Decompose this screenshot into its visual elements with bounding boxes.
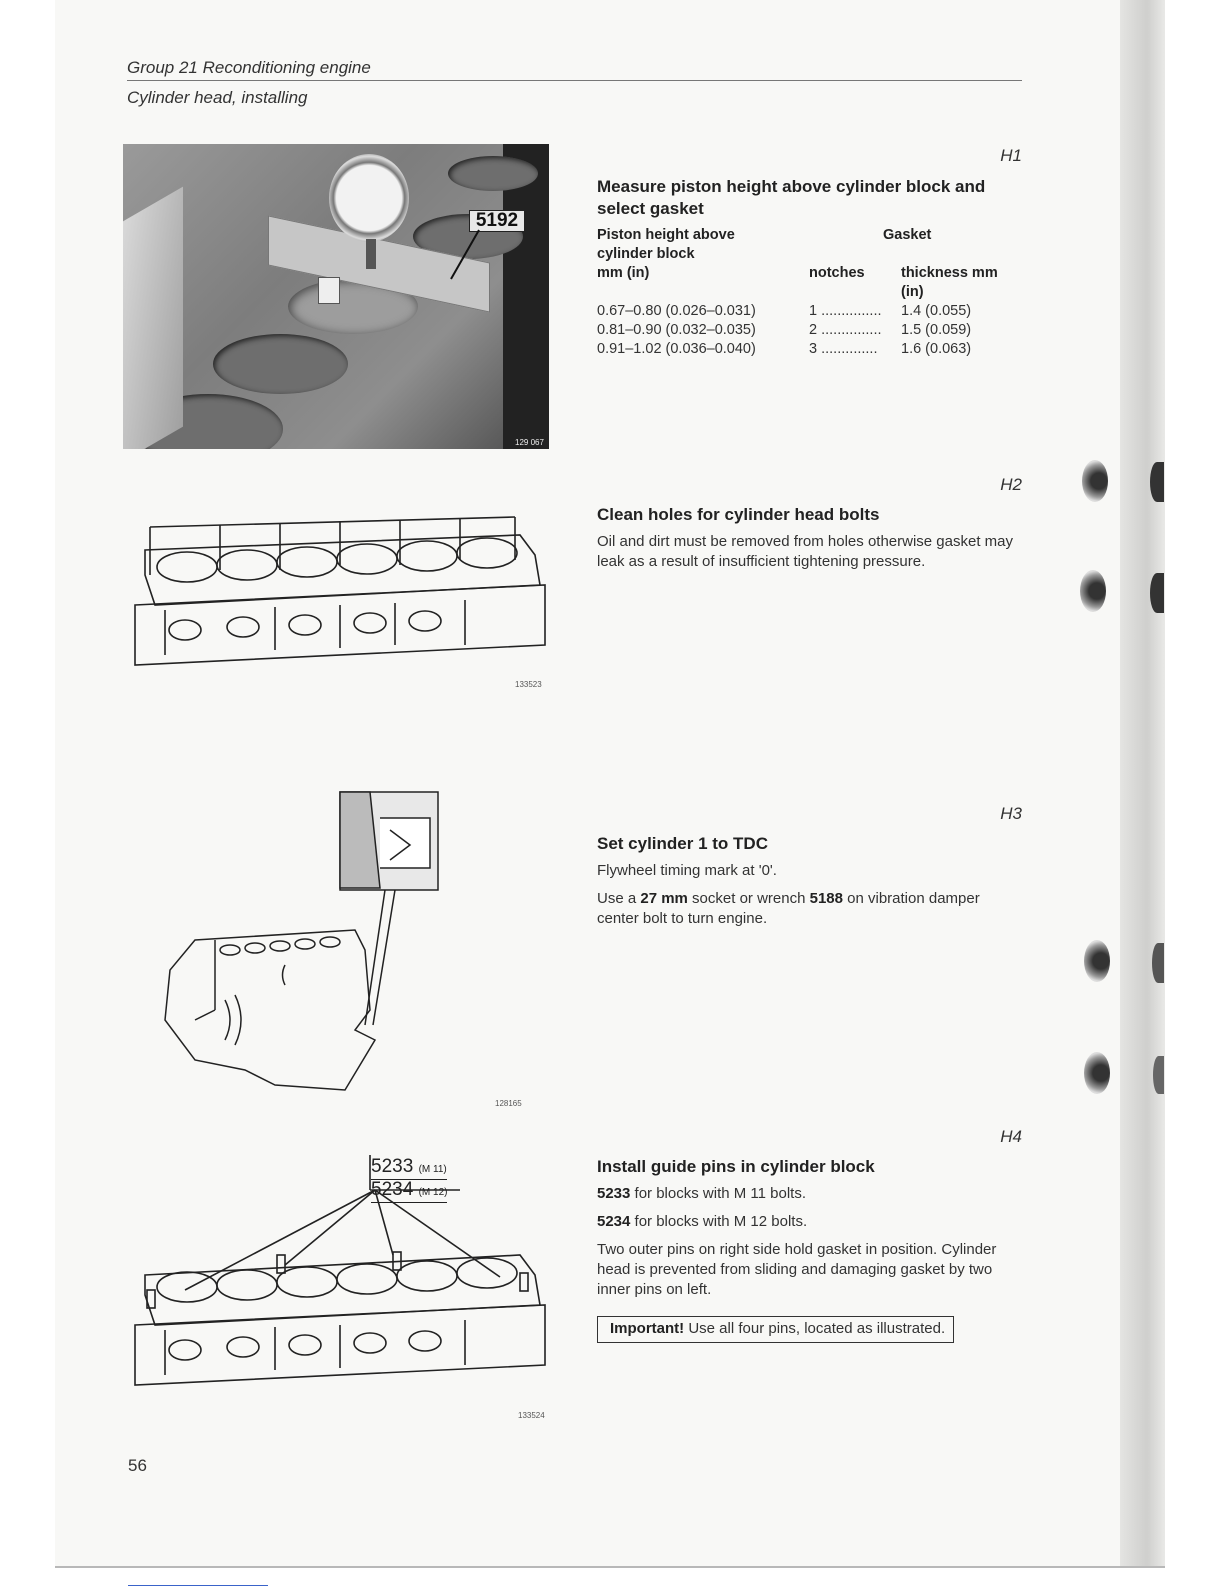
binder-hole-edge [1153, 1056, 1164, 1094]
page-number: 56 [128, 1456, 147, 1475]
section-tag-h2: H2 [1000, 475, 1022, 494]
section-text: Flywheel timing mark at '0'. [597, 862, 777, 879]
section-heading: Measure piston height above cylinder block and select gasket [597, 177, 986, 218]
binder-hole-shadow [1084, 1052, 1110, 1094]
figure-number: 133524 [518, 1411, 545, 1420]
gasket-table [597, 226, 1025, 359]
leader-line [123, 144, 549, 449]
binder-hole-shadow [1080, 570, 1106, 612]
section-h1 [597, 176, 1025, 359]
figure-number: 129 067 [515, 438, 544, 447]
block-drawing-bolt-holes [125, 515, 550, 695]
section-heading: Set cylinder 1 to TDC [597, 834, 768, 853]
binder-hole-edge [1152, 943, 1164, 983]
col-header-height: Piston height above cylinder block mm (in) [597, 227, 735, 281]
section-tag-h4: H4 [1000, 1127, 1022, 1146]
section-tag-h3: H3 [1000, 804, 1022, 823]
important-note: Important! Use all four pins, located as illustrated. [597, 1316, 954, 1343]
binder-hole-shadow [1082, 460, 1108, 502]
table-row: 0.91–1.02 (0.036–0.040) 3 .............. 1.6 (0.063) [597, 341, 972, 357]
section-h4 [597, 1156, 1025, 1343]
tool-5234-label: 5234 [371, 1179, 414, 1200]
col-header-notches: notches [809, 265, 865, 281]
page-edge [1120, 0, 1165, 1568]
section-h2 [597, 504, 1025, 580]
table-row: 0.67–0.80 (0.026–0.031) 1 ............... 1.4 (0.055) [597, 303, 972, 319]
table-row: 0.81–0.90 (0.032–0.035) 2 ............... 1.5 (0.059) [597, 322, 972, 338]
section-text: Use a 27 mm socket or wrench 5188 on vibration damper center bolt to turn engine. [597, 890, 980, 927]
group-title: Group 21 Reconditioning engine [127, 58, 371, 77]
bottom-border [55, 1566, 1165, 1568]
engine-timing-drawing [155, 790, 555, 1110]
section-text: 5234 for blocks with M 12 bolts. [597, 1213, 808, 1230]
section-h3 [597, 833, 1025, 937]
binder-hole-edge [1150, 462, 1164, 502]
guide-pins-drawing [125, 1155, 555, 1425]
section-text: Two outer pins on right side hold gasket in position. Cylinder head is prevented from sliding and damaging gasket by two inner pins on left. [597, 1241, 997, 1298]
tool-5233-label: 5233 [371, 1156, 414, 1177]
figure-number: 133523 [515, 680, 542, 689]
section-tag-h1: H1 [1000, 146, 1022, 165]
tool-labels: 5233 (M 11) 5234 (M 12) [371, 1157, 447, 1203]
binder-hole-edge [1150, 573, 1164, 613]
col-header-gasket: Gasket thickness mm (in) [883, 227, 998, 300]
section-title: Cylinder head, installing [127, 88, 308, 107]
section-text: 5233 for blocks with M 11 bolts. [597, 1185, 806, 1202]
section-heading: Install guide pins in cylinder block [597, 1157, 875, 1176]
header-rule [127, 80, 1022, 81]
photo-dial-gauge [123, 144, 549, 449]
binder-hole-shadow [1084, 940, 1110, 982]
section-text: Oil and dirt must be removed from holes otherwise gasket may leak as a result of insufficient tightening pressure. [597, 533, 1014, 570]
figure-number: 128165 [495, 1099, 522, 1108]
section-heading: Clean holes for cylinder head bolts [597, 505, 880, 524]
tool-number-label: 5192 [469, 210, 525, 232]
